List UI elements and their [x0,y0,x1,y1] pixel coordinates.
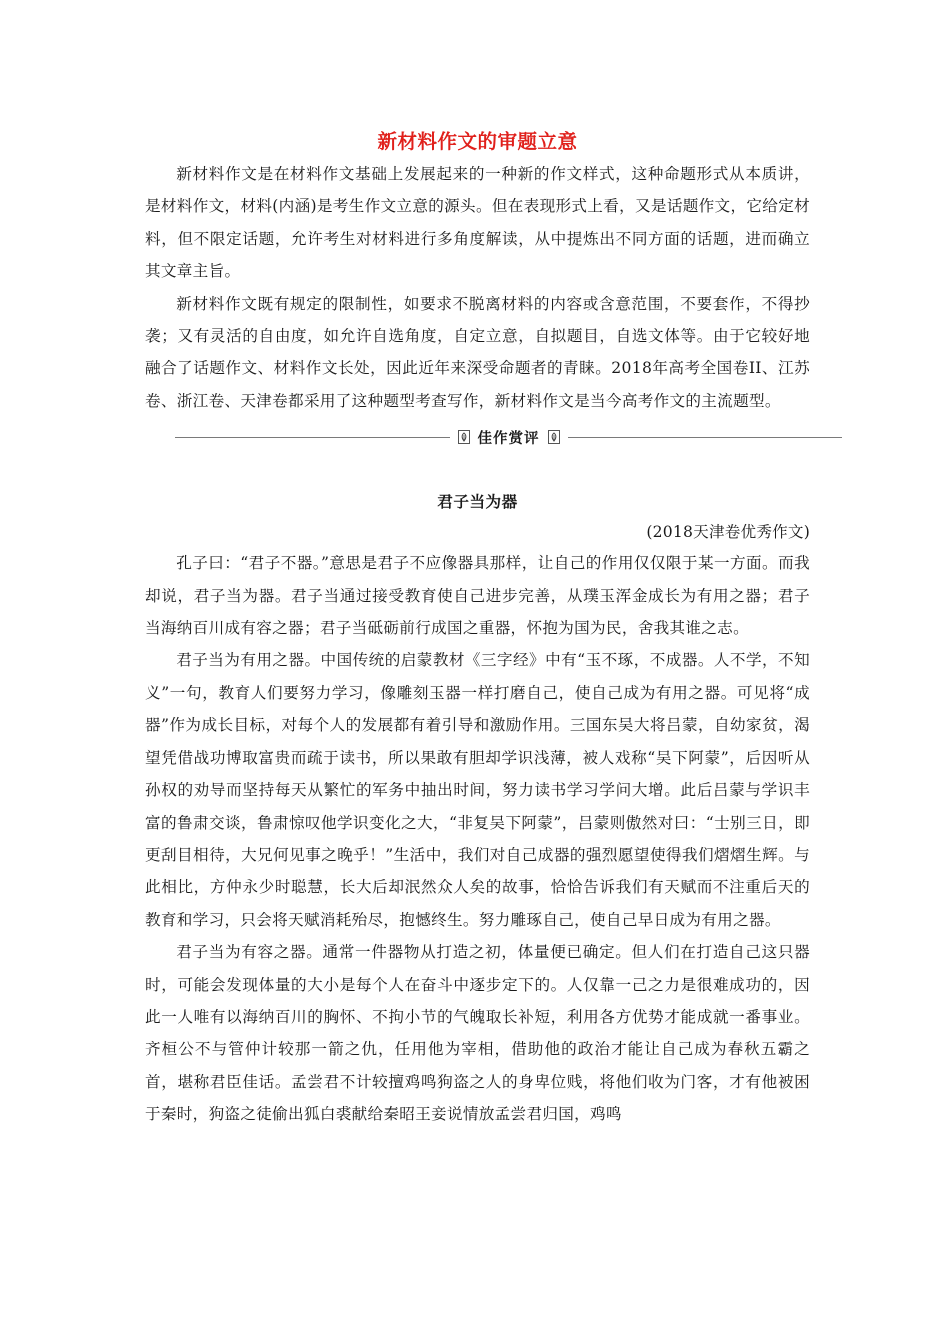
ornament-left-icon [458,430,470,444]
section-label: 佳作赏评 [477,430,540,447]
essay-paragraph-1: 孔子曰：“君子不器。”意思是君子不应像器具那样，让自己的作用仅仅限于某一方面。而我却说，君子当为器。君子当通过接受教育使自己进步完善，从璞玉浑金成长为有用之器；君子当海纳百川成有容之器；君子当砥砺前行成国之重器，怀抱为国为民，舍我其谁之志。 [145,554,810,638]
ornament-right-icon [548,430,560,444]
document-page [145,128,810,1131]
essay-source: (2018天津卷优秀作文) [646,523,810,542]
document-title: 新材料作文的审题立意 [377,130,578,153]
section-header [450,427,568,447]
essay-title: 君子当为器 [437,492,518,512]
essay-paragraph-3: 君子当为有容之器。通常一件器物从打造之初，体量便已确定。但人们在打造自己这只器时，可能会发现体量的大小是每个人在奋斗中逐步定下的。人仅靠一己之力是很难成功的，因此一人唯有以海纳百川的胸怀、不拘小节的气魄取长补短，利用各方优势才能成就一番事业。齐桓公不与管仲计较那一箭之仇，任用他为宰相，借助他的政治才能让自己成为春秋五霸之首，堪称君臣佳话。孟尝君不计较擅鸡鸣狗盗之人的身卑位贱，将他们收为门客，才有他被困于秦时，狗盗之徒偷出狐白裘献给秦昭王妾说情放孟尝君归国，鸡鸣 [145,943,810,1124]
essay-paragraph-2: 君子当为有用之器。中国传统的启蒙教材《三字经》中有“玉不琢，不成器。人不学，不知义”一句，教育人们要努力学习，像雕刻玉器一样打磨自己，使自己成为有用之器。可见将“成器”作为成长目标，对每个人的发展都有着引导和激励作用。三国东吴大将吕蒙，自幼家贫，渴望凭借战功博取富贵而疏于读书，所以果敢有胆却学识浅薄，被人戏称“吴下阿蒙”，后因听从孙权的劝导而坚持每天从繁忙的军务中抽出时间，努力读书学习学问大增。此后吕蒙与学识丰富的鲁肃交谈，鲁肃惊叹他学识变化之大，“非复吴下阿蒙”，吕蒙则傲然对曰：“士别三日，即更刮目相待，大兄何见事之晚乎！”生活中，我们对自己成器的强烈愿望使得我们熠熠生辉。与此相比，方仲永少时聪慧，长大后却泯然众人矣的故事，恰恰告诉我们有天赋而不注重后天的教育和学习，只会将天赋消耗殆尽，抱憾终生。努力雕琢自己，使自己早日成为有用之器。 [145,651,810,929]
intro-paragraph-1: 新材料作文是在材料作文基础上发展起来的一种新的作文样式，这种命题形式从本质讲，是材料作文，材料(内涵)是考生作文立意的源头。但在表现形式上看，又是话题作文，它给定材料，但不限定话题，允许考生对材料进行多角度解读，从中提炼出不同方面的话题，进而确立其文章主旨。 [145,165,810,281]
section-divider [175,427,842,447]
intro-paragraph-2: 新材料作文既有规定的限制性，如要求不脱离材料的内容或含意范围，不要套作，不得抄袭；又有灵活的自由度，如允许自选角度，自定立意，自拟题目，自选文体等。由于它较好地融合了话题作文、材料作文长处，因此近年来深受命题者的青睐。2018年高考全国卷II、江苏卷、浙江卷、天津卷都采用了这种题型考查写作，新材料作文是当今高考作文的主流题型。 [145,294,810,410]
